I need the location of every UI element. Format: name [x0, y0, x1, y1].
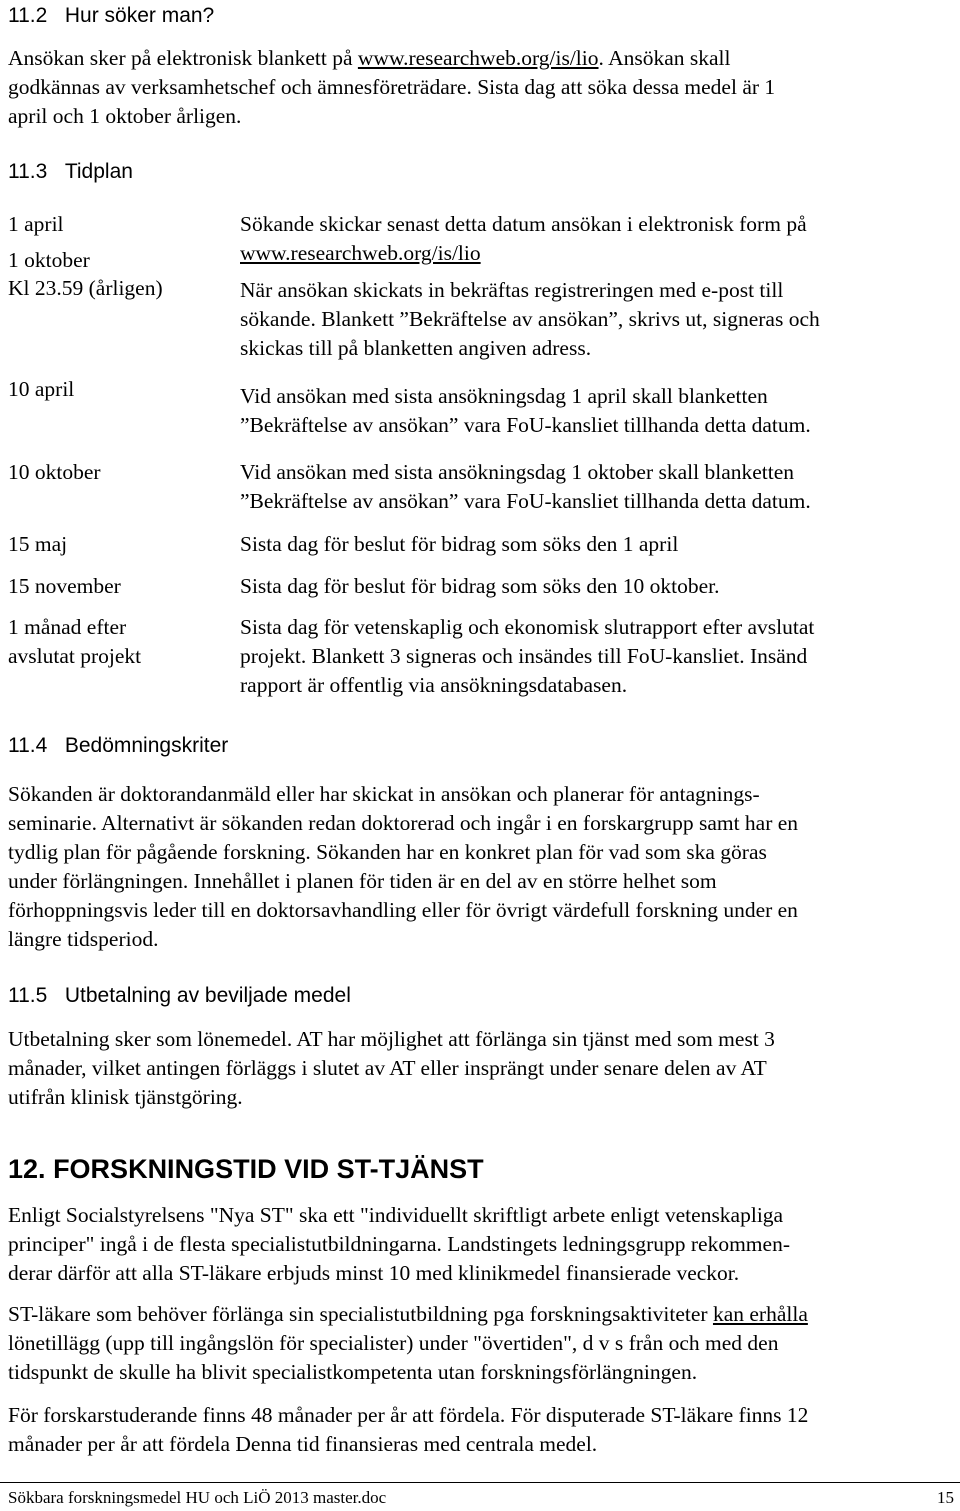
heading-number: 11.2: [8, 4, 48, 27]
schedule-text: Sista dag för beslut för bidrag som söks den 1 april: [240, 532, 679, 556]
heading-number: 11.4: [8, 734, 48, 757]
schedule-date: avslutat projekt: [8, 644, 142, 668]
text-span: ST-läkare som behöver förlänga sin specialistutbildning pga forskningsaktiviteter: [8, 1302, 713, 1326]
paragraph-line: godkännas av verksamhetschef och ämnesföreträdare. Sista dag att söka dessa medel är 1: [8, 75, 776, 99]
paragraph-line: under förlängningen. Innehållet i planen för tiden är en del av en större helhet som: [8, 869, 717, 893]
schedule-text: sökande. Blankett ”Bekräftelse av ansökan”, skrivs ut, signeras och: [240, 307, 820, 331]
text-span: Ansökan sker på elektronisk blankett på: [8, 46, 358, 70]
heading-number: 11.5: [8, 984, 48, 1007]
footer-page-number: 15: [937, 1488, 954, 1507]
schedule-date: Kl 23.59 (årligen): [8, 276, 163, 300]
paragraph-line: månader per år att fördela Denna tid finansieras med centrala medel.: [8, 1432, 598, 1456]
paragraph-line: förhoppningsvis leder till en doktorsavhandling eller för övrigt värdefull forskning under en: [8, 898, 798, 922]
researchweb-link[interactable]: www.researchweb.org/is/lio: [240, 241, 481, 265]
underlined-text: kan erhålla: [712, 1302, 808, 1326]
heading-title: Tidplan: [64, 160, 133, 183]
researchweb-link[interactable]: www.researchweb.org/is/lio: [357, 46, 599, 70]
schedule-text: Sista dag för vetenskaplig och ekonomisk slutrapport efter avslutat: [240, 615, 815, 639]
heading-number: 11.3: [8, 160, 48, 183]
heading-number: 12.: [8, 1154, 46, 1184]
schedule-date: 1 oktober: [8, 248, 90, 272]
paragraph-line: april och 1 oktober årligen.: [8, 104, 242, 128]
section-11-5-heading: [8, 984, 351, 1008]
paragraph-line: [8, 46, 731, 71]
paragraph-line: månader, vilket antingen förläggs i slutet av AT eller insprängt under senare delen av AT: [8, 1056, 767, 1080]
schedule-text: ”Bekräftelse av ansökan” vara FoU-kansliet tillhanda detta datum.: [240, 413, 811, 437]
section-11-4-heading: [8, 734, 228, 758]
heading-title: Bedömningskriter: [64, 734, 229, 757]
heading-title: FORSKNINGSTID VID ST-TJÄNST: [53, 1154, 484, 1184]
paragraph-line: tidspunkt de skulle ha blivit specialistkompetenta utan forskningsförlängningen.: [8, 1360, 698, 1384]
schedule-date: 10 april: [8, 377, 75, 401]
paragraph-line: För forskarstuderande finns 48 månader per år att fördela. För disputerade ST-läkare finns 12: [8, 1403, 809, 1427]
heading-title: Utbetalning av beviljade medel: [64, 984, 351, 1007]
schedule-date: 15 maj: [8, 532, 68, 556]
paragraph-line: längre tidsperiod.: [8, 927, 159, 951]
schedule-date: 15 november: [8, 574, 121, 598]
schedule-date: 10 oktober: [8, 460, 101, 484]
paragraph-line: [8, 1302, 808, 1327]
heading-title: Hur söker man?: [64, 4, 215, 27]
schedule-text: Sista dag för beslut för bidrag som söks den 10 oktober.: [240, 574, 720, 598]
text-span: . Ansökan skall: [598, 46, 731, 70]
paragraph-line: tydlig plan för pågående forskning. Sökanden har en konkret plan för vad som ska göras: [8, 840, 767, 864]
schedule-text: Vid ansökan med sista ansökningsdag 1 oktober skall blanketten: [240, 460, 795, 484]
schedule-text: Sökande skickar senast detta datum ansökan i elektronisk form på: [240, 212, 807, 236]
schedule-date: 1 april: [8, 212, 64, 236]
paragraph-line: seminarie. Alternativt är sökanden redan doktorerad och ingår i en forskargrupp samt har en: [8, 811, 799, 835]
schedule-date: 1 månad efter: [8, 615, 127, 639]
schedule-text: rapport är offentlig via ansökningsdatabasen.: [240, 673, 628, 697]
paragraph-line: derar därför att alla ST-läkare erbjuds minst 10 med klinikmedel finansierade veckor.: [8, 1261, 740, 1285]
section-12-heading: [8, 1154, 484, 1185]
schedule-text: När ansökan skickats in bekräftas registreringen med e-post till: [240, 278, 784, 302]
paragraph-line: Utbetalning sker som lönemedel. AT har möjlighet att förlänga sin tjänst med som mest 3: [8, 1027, 775, 1051]
section-11-3-heading: [8, 160, 133, 184]
paragraph-line: principer" ingå i de flesta specialistutbildningarna. Landstingets ledningsgrupp rekommen-: [8, 1232, 790, 1256]
schedule-text: Vid ansökan med sista ansökningsdag 1 april skall blanketten: [240, 384, 768, 408]
paragraph-line: utifrån klinisk tjänstgöring.: [8, 1085, 243, 1109]
schedule-text: skickas till på blanketten angiven adress.: [240, 336, 592, 360]
footer-divider: [0, 1482, 960, 1483]
footer-document-name: Sökbara forskningsmedel HU och LiÖ 2013 master.doc: [8, 1488, 387, 1507]
section-11-2-heading: [8, 4, 214, 28]
paragraph-line: Enligt Socialstyrelsens "Nya ST" ska ett "individuellt skriftligt arbete enligt vetenskapliga: [8, 1203, 784, 1227]
schedule-text: projekt. Blankett 3 signeras och insändes till FoU-kansliet. Insänd: [240, 644, 808, 668]
paragraph-line: lönetillägg (upp till ingångslön för specialister) under "övertiden", d v s från och med den: [8, 1331, 779, 1355]
paragraph-line: Sökanden är doktorandanmäld eller har skickat in ansökan och planerar för antagnings-: [8, 782, 760, 806]
schedule-text: ”Bekräftelse av ansökan” vara FoU-kansliet tillhanda detta datum.: [240, 489, 811, 513]
